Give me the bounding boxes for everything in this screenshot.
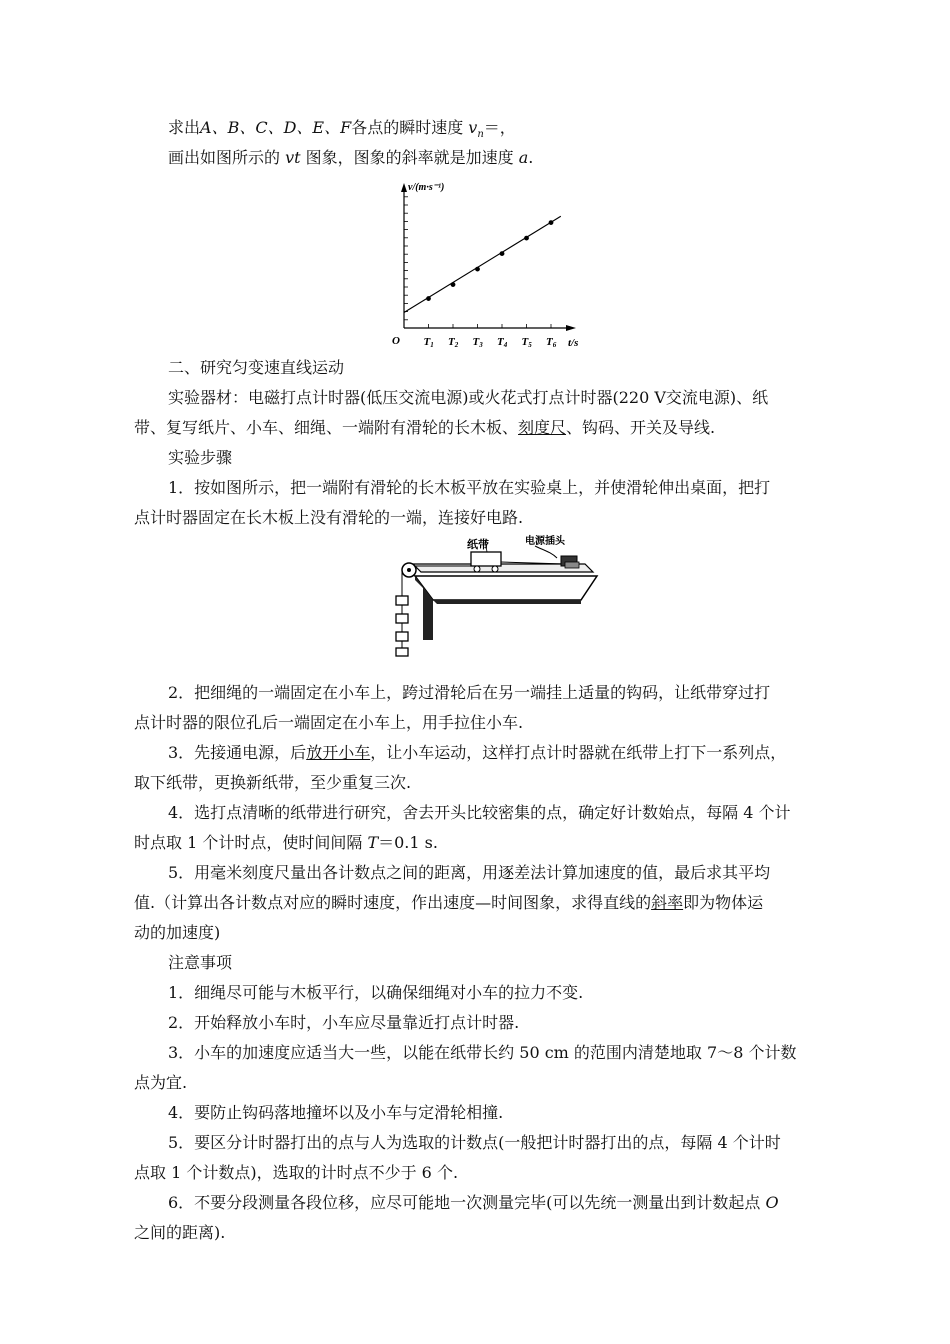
- step-3-text: ，让小车运动，这样打点计时器就在纸带上打下一系列点，: [370, 743, 787, 762]
- step-2-line-2: 点计时器的限位孔后一端固定在小车上，用手拉住小车.: [134, 713, 524, 732]
- underlined-ruler: 刻度尺: [518, 418, 567, 437]
- step-5-line-2: [134, 893, 824, 913]
- step-4-text: 时点取 1 个计时点，使时间间隔: [134, 833, 368, 852]
- cart: [471, 552, 501, 566]
- intro-text: 各点的瞬时速度: [351, 118, 469, 137]
- power-cord: [535, 546, 557, 558]
- intro-text: ＝，: [483, 118, 516, 137]
- note-6-line-2: 之间的距离).: [134, 1223, 226, 1242]
- x-tick-label: T1: [423, 336, 434, 349]
- step-2-line-1: 2．把细绳的一端固定在小车上，跨过滑轮后在另一端挂上适量的钩码，让纸带穿过打: [168, 683, 771, 702]
- label-paper-tape: 纸带: [467, 539, 489, 551]
- vt-symbol: vt: [285, 148, 301, 167]
- intro-text: 图象，图象的斜率就是加速度: [300, 148, 519, 167]
- step-3-line-1: [168, 743, 824, 763]
- step-3-text: 3．先接通电源，后: [168, 743, 307, 762]
- hook-weight-3: [396, 632, 408, 641]
- step-5-text: 值.（计算出各计数点对应的瞬时速度，作出速度—时间图象，求得直线的: [134, 893, 652, 912]
- step-5-text: 即为物体运: [683, 893, 764, 912]
- data-point: [500, 251, 505, 256]
- y-axis-label: v/(m·s⁻¹): [408, 182, 445, 193]
- table-front: [433, 600, 581, 604]
- points-list: A、B、C、D、E、F: [200, 118, 352, 137]
- underlined-slope: 斜率: [651, 893, 684, 912]
- step-1-line-1: 1．按如图所示，把一端附有滑轮的长木板平放在实验桌上，并使滑轮伸出桌面，把打: [168, 478, 771, 497]
- pulley-axle: [407, 568, 411, 572]
- step-4-text: ＝0.1 s.: [378, 833, 438, 852]
- timer-base: [565, 562, 579, 568]
- equipment-text: 、钩码、开关及导线.: [566, 418, 716, 437]
- acceleration-symbol: a: [518, 148, 529, 167]
- y-axis-arrow: [401, 183, 407, 192]
- x-axis-arrow: [566, 325, 576, 331]
- equipment-text: 带、复写纸片、小车、细绳、一端附有滑轮的长木板、: [134, 418, 519, 437]
- data-point: [549, 220, 554, 225]
- y-axis-ticks: [404, 197, 408, 320]
- hook-weight-4: [396, 648, 408, 656]
- step-5-line-3: 动的加速度): [134, 923, 221, 942]
- velocity-symbol: v: [468, 118, 478, 137]
- x-axis-label: t/s: [568, 337, 579, 349]
- steps-heading: 实验步骤: [168, 448, 233, 467]
- note-2: 2．开始释放小车时，小车应尽量靠近打点计时器.: [168, 1013, 520, 1032]
- note-6-text: 6．不要分段测量各段位移，应尽可能地一次测量完毕(可以先统一测量出到计数起点: [168, 1193, 766, 1212]
- intro-line-2: [168, 148, 824, 168]
- x-tick-label: T3: [472, 336, 483, 349]
- origin-point-symbol: O: [765, 1193, 779, 1212]
- equipment-line-2: [134, 418, 824, 438]
- intro-text: 画出如图所示的: [168, 148, 286, 167]
- step-4-line-2: [134, 833, 824, 853]
- note-5-line-1: 5．要区分计时器打出的点与人为选取的计数点(一般把计时器打出的点，每隔 4 个计时: [168, 1133, 781, 1152]
- intro-text: .: [528, 148, 534, 167]
- x-tick-label: T5: [521, 336, 532, 349]
- intro-line-1: [168, 118, 824, 145]
- note-4: 4．要防止钩码落地撞坏以及小车与定滑轮相撞.: [168, 1103, 504, 1122]
- cart-wheel-2: [492, 566, 498, 572]
- notes-heading: 注意事项: [168, 953, 233, 972]
- x-tick-label: T6: [546, 336, 557, 349]
- note-5-line-2: 点取 1 个计数点)，选取的计时点不少于 6 个.: [134, 1163, 459, 1182]
- period-symbol: T: [367, 833, 379, 852]
- note-6-line-1: [168, 1193, 824, 1213]
- section-heading: 二、研究匀变速直线运动: [168, 358, 345, 377]
- apparatus-figure: [385, 528, 605, 668]
- table-top: [415, 576, 597, 600]
- data-point: [475, 267, 480, 272]
- equipment-line-1: 实验器材：电磁打点计时器(低压交流电源)或火花式打点计时器(220 V交流电源)、纸: [168, 388, 769, 407]
- x-tick-label: T4: [497, 336, 508, 349]
- hook-weight-1: [396, 596, 408, 605]
- intro-text: 求出: [168, 118, 201, 137]
- underlined-release-cart: 放开小车: [306, 743, 371, 762]
- step-5-line-1: 5．用毫米刻度尺量出各计数点之间的距离，用逐差法计算加速度的值，最后求其平均: [168, 863, 771, 882]
- vt-graph: [388, 178, 588, 352]
- data-point: [451, 282, 456, 287]
- data-point: [426, 296, 431, 301]
- origin-label: O: [392, 335, 400, 347]
- x-tick-label: T2: [448, 336, 459, 349]
- data-point: [524, 236, 529, 241]
- velocity-subscript: n: [477, 129, 484, 141]
- label-power-plug: 电源插头: [525, 536, 565, 547]
- note-3-line-1: 3．小车的加速度应适当大一些，以能在纸带长约 50 cm 的范围内清楚地取 7～8 个计数: [168, 1043, 797, 1062]
- step-1-line-2: 点计时器固定在长木板上没有滑轮的一端，连接好电路.: [134, 508, 524, 527]
- step-4-line-1: 4．选打点清晰的纸带进行研究，舍去开头比较密集的点，确定好计数始点，每隔 4 个计: [168, 803, 791, 822]
- note-3-line-2: 点为宜.: [134, 1073, 188, 1092]
- note-1: 1．细绳尽可能与木板平行，以确保细绳对小车的拉力不变.: [168, 983, 584, 1002]
- step-3-line-2: 取下纸带，更换新纸带，至少重复三次.: [134, 773, 412, 792]
- hook-weight-2: [396, 614, 408, 623]
- cart-wheel-1: [474, 566, 480, 572]
